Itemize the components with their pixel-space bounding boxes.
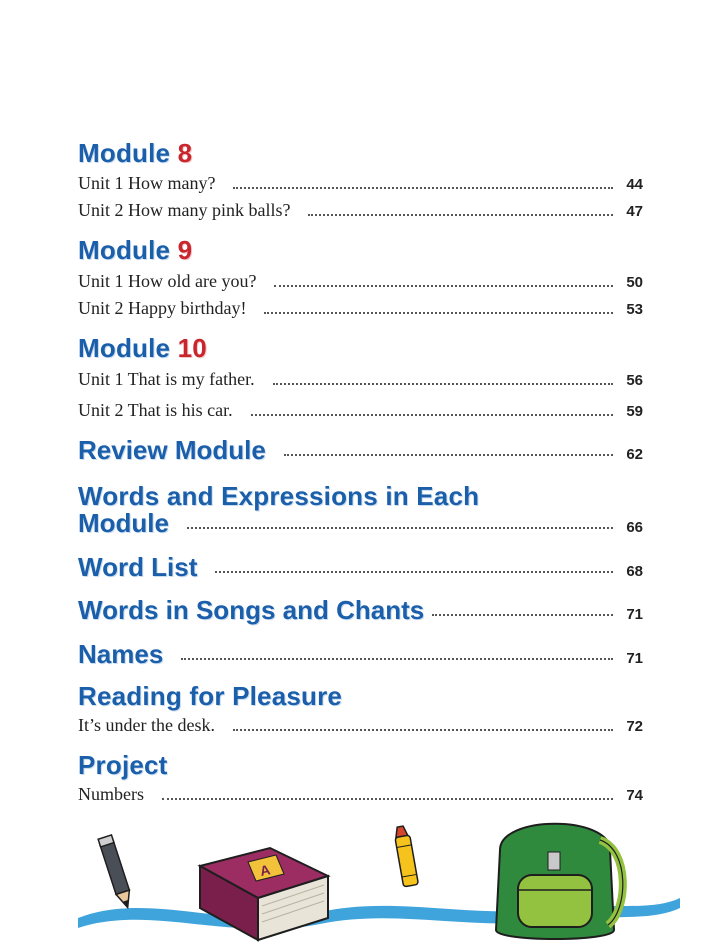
page-number: 72 — [626, 718, 643, 735]
page-number: 50 — [626, 274, 643, 291]
module-number: 9 — [177, 235, 193, 265]
module-number: 8 — [177, 138, 193, 168]
crayon-icon — [393, 825, 418, 887]
page-number: 56 — [626, 372, 643, 389]
page-number: 44 — [626, 176, 643, 193]
module-word: Module — [78, 138, 171, 168]
review-module-entry[interactable] — [78, 436, 643, 464]
dot-leader — [251, 413, 613, 416]
entry-label: Unit 2 Happy birthday! — [78, 298, 247, 318]
entry-label: Unit 1 That is my father. — [78, 369, 255, 389]
dot-leader — [308, 213, 613, 216]
words-expressions-entry[interactable] — [78, 509, 643, 537]
heading-line-1: Words and Expressions in Each — [78, 481, 480, 511]
module-number: 10 — [177, 333, 207, 363]
dot-leader — [274, 284, 613, 287]
entry-label: Unit 1 How many? — [78, 173, 216, 193]
dot-leader — [215, 570, 613, 573]
module-9-heading[interactable] — [78, 236, 192, 264]
page-number: 66 — [626, 519, 643, 536]
reading-for-pleasure-heading[interactable] — [78, 682, 342, 710]
heading-label: Project — [78, 750, 168, 780]
entry-label: Words in Songs and Chants — [78, 595, 425, 625]
toc-entry[interactable] — [78, 368, 643, 390]
names-entry[interactable] — [78, 640, 643, 668]
entry-label: Review Module — [78, 435, 266, 465]
entry-label: Unit 2 How many pink balls? — [78, 200, 291, 220]
entry-label: Numbers — [78, 784, 144, 804]
toc-entry[interactable] — [78, 297, 643, 319]
page-number: 74 — [626, 787, 643, 804]
module-word: Module — [78, 333, 171, 363]
entry-label: Module — [78, 508, 169, 538]
page-number: 68 — [626, 563, 643, 580]
dot-leader — [187, 526, 613, 529]
page-number: 53 — [626, 301, 643, 318]
school-supplies-illustration — [0, 820, 720, 949]
book-letter: A — [258, 861, 272, 880]
page-number: 47 — [626, 203, 643, 220]
page-number: 71 — [626, 650, 643, 667]
word-list-entry[interactable] — [78, 553, 643, 581]
entry-label: Unit 1 How old are you? — [78, 271, 257, 291]
toc-entry[interactable] — [78, 270, 643, 292]
songs-chants-entry[interactable] — [78, 596, 643, 624]
toc-entry[interactable] — [78, 172, 643, 194]
words-expressions-heading[interactable] — [78, 482, 479, 510]
dot-leader — [233, 186, 613, 189]
backpack-icon — [496, 820, 623, 939]
page-number: 62 — [626, 446, 643, 463]
dot-leader — [162, 797, 613, 800]
entry-label: Word List — [78, 552, 198, 582]
dot-leader — [264, 311, 613, 314]
entry-label: It’s under the desk. — [78, 715, 215, 735]
dot-leader — [273, 382, 613, 385]
entry-label: Names — [78, 639, 164, 669]
dot-leader — [284, 453, 613, 456]
page-number: 59 — [626, 403, 643, 420]
entry-label: Unit 2 That is his car. — [78, 400, 233, 420]
toc-entry[interactable] — [78, 199, 643, 221]
dot-leader — [432, 613, 613, 616]
toc-entry[interactable] — [78, 399, 643, 421]
project-heading[interactable] — [78, 751, 168, 779]
toc-entry[interactable] — [78, 714, 643, 736]
module-word: Module — [78, 235, 171, 265]
toc-entry[interactable] — [78, 783, 643, 805]
module-8-heading[interactable] — [78, 139, 192, 167]
pencil-icon — [98, 835, 134, 910]
dot-leader — [233, 728, 613, 731]
page-number: 71 — [626, 606, 643, 623]
heading-label: Reading for Pleasure — [78, 681, 343, 711]
module-10-heading[interactable] — [78, 334, 207, 362]
dot-leader — [181, 657, 613, 660]
